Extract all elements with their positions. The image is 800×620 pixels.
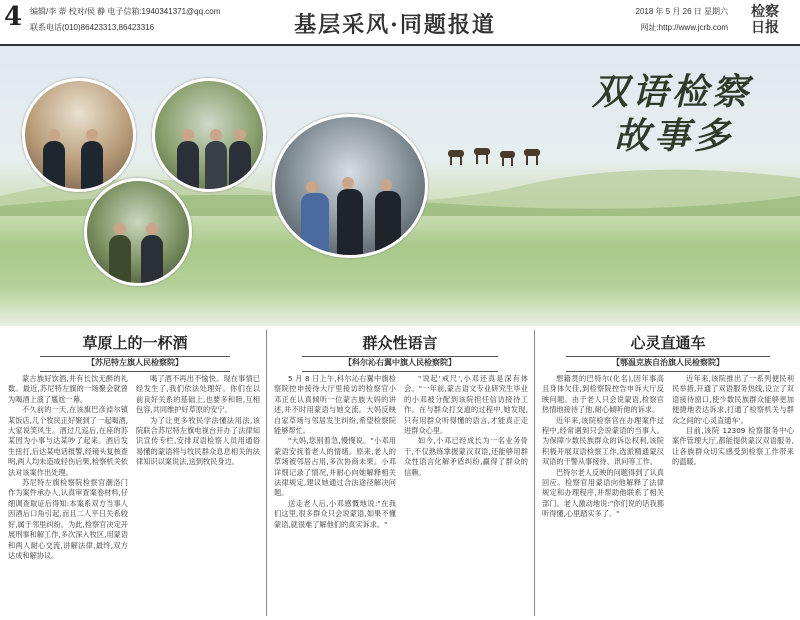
article-2-column-1 xyxy=(274,374,396,614)
article-3-byline: 【鄂温克族自治旗人民检察院】 xyxy=(566,356,770,372)
date-line: 2018 年 5 月 26 日 星期六 xyxy=(635,7,728,16)
page-number: 4 xyxy=(4,2,23,32)
headline-line-2: 故事多 xyxy=(613,115,734,157)
paragraph: 送走老人后,小邓感慨地说:"在我们这里,很多群众只会说蒙语,如果不懂蒙语,就很难了解他们的真实诉求。" xyxy=(274,498,396,529)
photo-field-work xyxy=(84,178,192,286)
paragraph: "大妈,您别着急,慢慢说。"小邓用蒙语安抚着老人的情绪。原来,老人的草场被邻居占用,多次协商未果。小邓详细记录了情况,并耐心向她解释相关法律规定,建议她通过合法途径解决问题。 xyxy=(274,436,396,498)
paragraph: 巴特尔老人反映的问题得到了认真回应。检察官用蒙语向他解释了法律规定和办理程序,并帮助他联系了相关部门。老人激动地说:"你们说的话我都听得懂,心里踏实多了。" xyxy=(542,467,664,519)
article-3-column-2 xyxy=(672,374,794,614)
column-divider xyxy=(534,330,535,616)
article-2-byline: 【科尔沁右翼中旗人民检察院】 xyxy=(302,356,498,372)
banner-image xyxy=(0,46,800,326)
paragraph: 喝了酒不再出不愉快。现在事情已经发生了,我们依法处理好。你们在以前良好关系的基础上,也要多和睦,互相包容,共同维护好草原的安宁。 xyxy=(136,374,260,415)
article-3-title: 心灵直通车 xyxy=(630,334,706,352)
paragraph: 近年来,该院检察官在办理案件过程中,经常遇到只会说蒙语的当事人。为保障少数民族群众的诉讼权利,该院积极开展双语检察工作,选派精通蒙汉双语的干警从事接待、讯问等工作。 xyxy=(542,415,664,467)
paragraph: 近年来,该院推出了一系列便民利民举措,开通了双语服务热线,设立了双语接待窗口,使少数民族群众能够更加便捷地表达诉求,打通了检察机关与群众之间的'心灵直通车'。 xyxy=(672,374,794,425)
page-header xyxy=(0,0,800,46)
photo-herder-talk xyxy=(272,114,428,258)
paragraph: 苏尼特左旗检察院检察官潮洛门作为案件承办人,认真审查案卷材料,仔细调查取证后得知:本案系双方当事人因酒后口角引起,而且二人平日关系较好,属于邻里纠纷。为此,检察官决定开展刑事和解工作,多次深入牧区,用蒙语和两人耐心交流,讲解法律,最终,双方达成和解协议。 xyxy=(8,478,128,560)
logo-line-1: 检察 xyxy=(751,4,779,20)
photo-office-meeting xyxy=(22,78,136,192)
article-2-title: 群众性语言 xyxy=(362,334,438,352)
article-1-column-1 xyxy=(8,374,128,614)
url-line: 网址:http://www.jcrb.com xyxy=(640,23,728,32)
paragraph: 5 月 8 日上午,科尔沁右翼中旗检察院控申接待大厅里接访的检察官小邓正在认真倾听一位蒙古族大妈的讲述,并不时用蒙语与她交流。大妈反映自家草场与邻居发生纠纷,希望检察院能够帮忙。 xyxy=(274,374,396,436)
article-1-byline: 【苏尼特左旗人民检察院】 xyxy=(40,356,230,372)
paragraph: 蒙古族好饮酒,并有长饮无醉的礼数。最近,苏尼特左旗的一场聚会就曾为喝酒上演了尴尬一幕。 xyxy=(8,374,128,404)
photo-grassland-visit xyxy=(152,78,266,192)
article-2-column-2 xyxy=(404,374,528,614)
paragraph: "说起'戒尺',小邓还真是深有体会。"一年前,蒙古语文专业研究生毕业的小邓被分配到该院担任信访接待工作。在与群众打交道的过程中,她发现,只有用群众听得懂的语言,才能真正走进群众心里。 xyxy=(404,374,528,436)
article-1-title: 草原上的一杯酒 xyxy=(82,334,188,352)
banner-headline xyxy=(512,70,752,158)
article-1-column-2 xyxy=(136,374,260,614)
phone-line: 联系电话(010)86423313,86423316 xyxy=(30,23,155,32)
paragraph: 目前,该院 12309 检察服务中心案件管理大厅,都能提供蒙汉双语服务,让各族群众切实感受到检察工作带来的温暖。 xyxy=(672,426,794,467)
paragraph: 如今,小邓已经成长为一名业务骨干,不仅熟练掌握蒙汉双语,还能够用群众性语言化解矛盾纠纷,赢得了群众的信赖。 xyxy=(404,436,528,477)
newspaper-logo xyxy=(736,4,794,40)
section-title: 基层采风·同题报道 xyxy=(294,12,496,38)
article-3-column-1 xyxy=(542,374,664,614)
paragraph: 不久前的一天,在该旗巴彦淖尔镇某饭店,几个牧民正好聚到了一起喝酒,大家说笑风生。酒过几巡后,在座的苏某因为小事与达某吵了起来。酒后发生扭打,后达某电话报警,经镜头复核查明,两人均未造成轻伤后果,检察机关依法对该案作出处理。 xyxy=(8,405,128,477)
headline-line-1: 双语检察 xyxy=(591,71,752,113)
paragraph: 为了让更多牧民学法懂法用法,该院联合苏尼特左旗电视台开办了法律知识宣传专栏,安排双语检察人员用通俗易懂的蒙语将与牧民群众息息相关的法律知识以案说法,送到牧民身边。 xyxy=(136,415,260,467)
paragraph: 想籍贯的巴特尔(化名),因年事高且身体欠佳,到检察院控告申诉大厅反映问题。由于老人只会说蒙语,检察官热情地接待了他,耐心倾听他的诉求。 xyxy=(542,374,664,415)
column-divider xyxy=(266,330,267,616)
logo-line-2: 日报 xyxy=(751,20,779,36)
editors-line: 编辑/李 蒂 校对/侯 静 电子信箱:1940341371@qq.com xyxy=(30,7,221,16)
